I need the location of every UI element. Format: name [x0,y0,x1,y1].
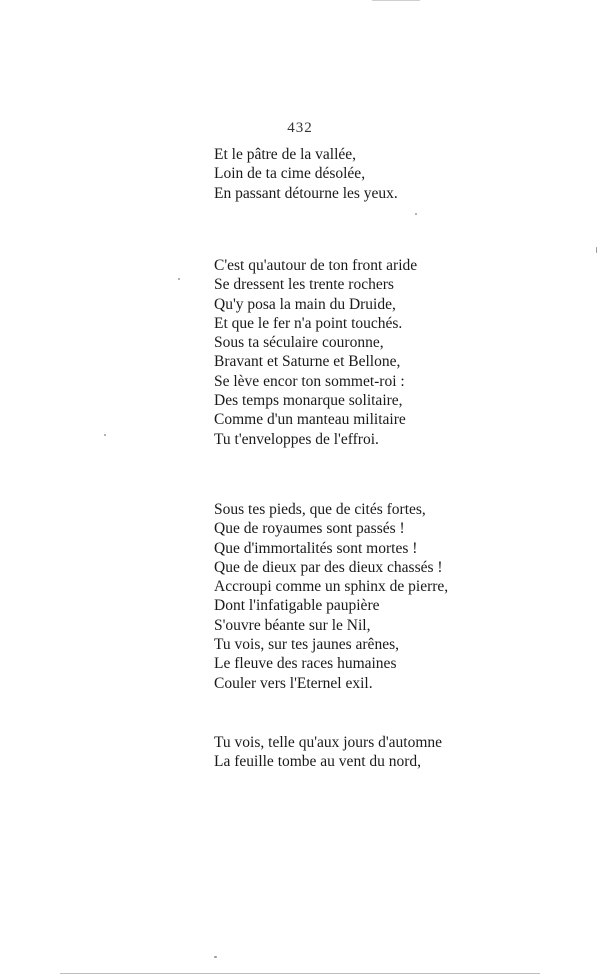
stanza [214,256,417,449]
stanza [214,145,398,203]
verse-line: S'ouvre béante sur le Nil, [214,616,371,634]
verse-line: Se dressent les trente rochers [214,276,394,294]
verse-line: Et le pâtre de la vallée, [214,146,357,163]
page-number: 432 [287,120,313,136]
verse-line: Couler vers l'Eternel exil. [214,674,373,692]
scan-speck [178,278,180,280]
scan-speck [214,956,217,958]
stanza [214,500,448,693]
verse-line: Accroupi comme un sphinx de pierre, [214,578,449,596]
top-edge-rule [372,0,420,1]
verse-line: Que d'immortalités sont mortes ! [214,539,418,557]
verse-line: Tu t'enveloppes de l'effroi. [214,430,379,448]
stanza [214,733,442,772]
verse-line: Sous ta séculaire couronne, [214,334,384,352]
verse-line: Que de dieux par des dieux chassés ! [214,558,443,576]
verse-line: En passant détourne les yeux. [214,184,398,202]
verse-line: Des temps monarque solitaire, [214,392,403,410]
verse-line: Dont l'infatigable paupière [214,597,380,615]
verse-line: Qu'y posa la main du Druide, [214,295,396,313]
verse-line: Que de royaumes sont passés ! [214,520,405,538]
verse-line: Se lève encor ton sommet-roi : [214,372,405,390]
verse-line: Le fleuve des races humaines [214,655,397,673]
verse-line: C'est qu'autour de ton front aride [214,257,418,274]
verse-line: Comme d'un manteau militaire [214,411,406,429]
verse-line: Tu vois, telle qu'aux jours d'automne [214,734,443,751]
verse-line: Et que le fer n'a point touchés. [214,314,403,332]
verse-line: Loin de ta cime désolée, [214,165,366,183]
verse-line: Tu vois, sur tes jaunes arênes, [214,636,399,654]
scan-speck [415,213,417,215]
verse-line: Bravant et Saturne et Bellone, [214,353,401,371]
bottom-edge-rule [60,973,540,974]
scan-speck [104,434,106,436]
verse-line: Sous tes pieds, que de cités fortes, [214,501,426,518]
scan-speck [596,247,597,253]
verse-line: La feuille tombe au vent du nord, [214,753,422,771]
